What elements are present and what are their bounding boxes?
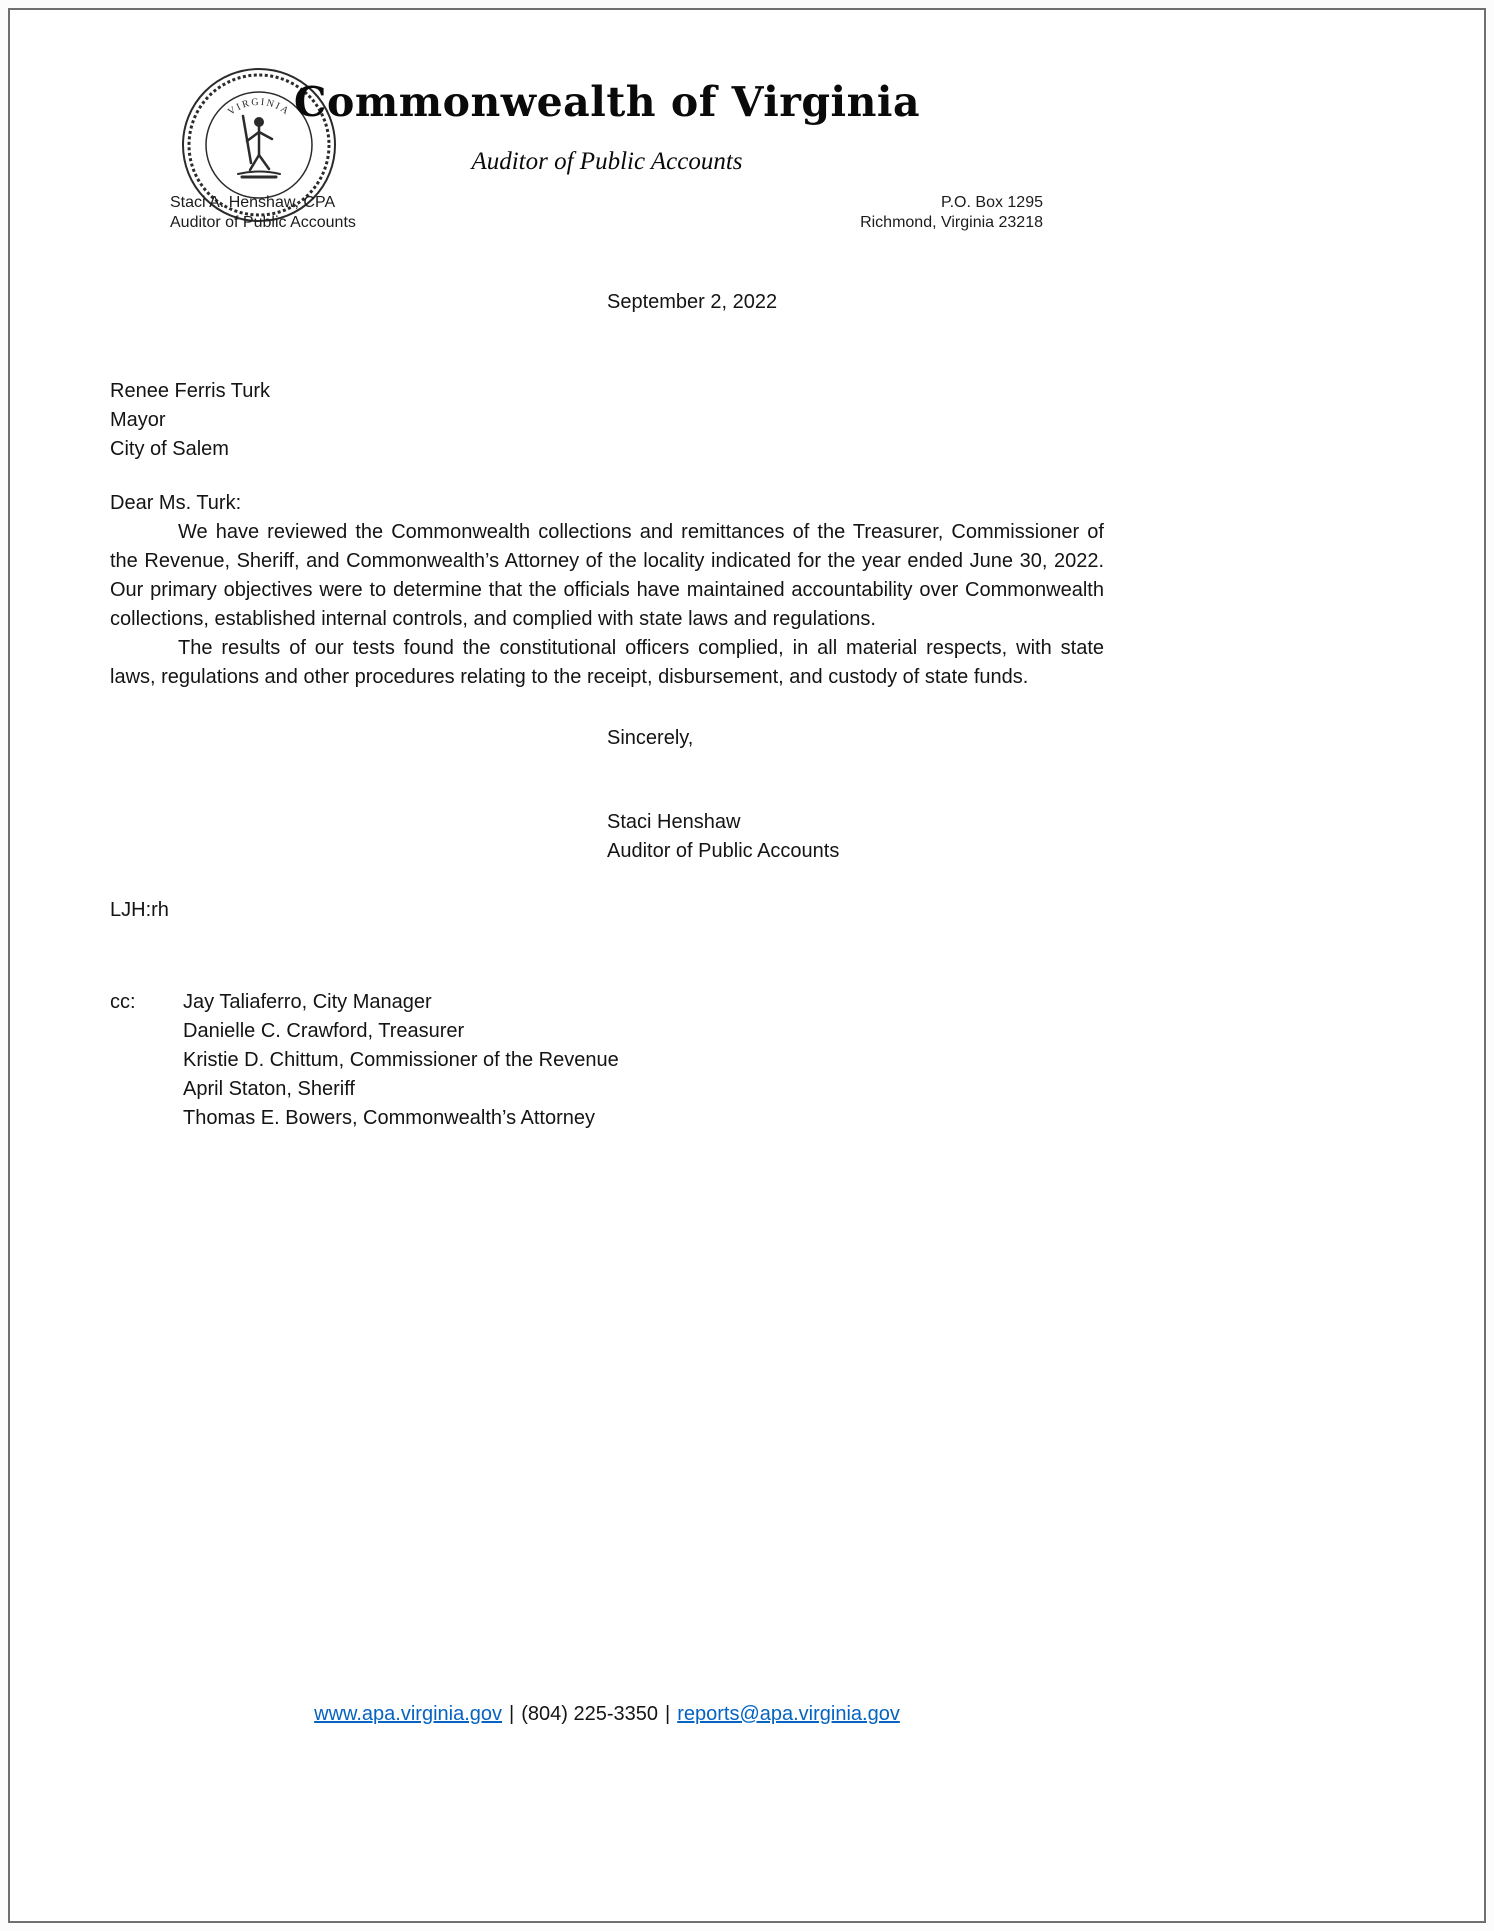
address-line-1: P.O. Box 1295 [941, 194, 1043, 211]
letterhead [10, 10, 1484, 250]
org-subtitle: Auditor of Public Accounts [471, 148, 743, 175]
signature-block [607, 808, 1104, 866]
letterhead-address-block [860, 193, 1043, 233]
recipient-title: Mayor [110, 409, 166, 431]
recipient-block [110, 377, 1104, 464]
cc-item: April Staton, Sheriff [183, 1078, 355, 1100]
body-paragraph-2: The results of our tests found the constitutional officers complied, in all material respects, with state laws, regulations and other procedures relating to the receipt, disbursement, and custody of state funds. [110, 637, 1104, 688]
page-footer [110, 1700, 1104, 1729]
cc-item: Danielle C. Crawford, Treasurer [183, 1020, 465, 1042]
body-paragraph-1: We have reviewed the Commonwealth collections and remittances of the Treasurer, Commissioner of the Revenue, Sheriff, and Commonwealth’s Attorney of the locality indicated for the year ended June 30, 2022. Our primary objectives were to determine that the officials have maintained accountability over Commonwealth collections, established internal controls, and complied with state laws and regulations. [110, 521, 1104, 630]
official-title: Auditor of Public Accounts [170, 214, 356, 231]
signer-name: Staci Henshaw [607, 811, 741, 833]
address-line-2: Richmond, Virginia 23218 [860, 214, 1043, 231]
cc-item: Jay Taliaferro, City Manager [183, 991, 432, 1013]
footer-separator: | [509, 1703, 515, 1725]
reference-initials: LJH:rh [110, 899, 169, 921]
website-link[interactable]: www.apa.virginia.gov [314, 1703, 503, 1725]
signer-title: Auditor of Public Accounts [607, 840, 840, 862]
recipient-name: Renee Ferris Turk [110, 380, 271, 402]
closing: Sincerely, [607, 727, 694, 749]
org-title: Commonwealth of Virginia [293, 78, 921, 126]
letterhead-official-block [170, 193, 356, 233]
letter-date: September 2, 2022 [607, 291, 778, 313]
cc-list [183, 988, 619, 1133]
email-link[interactable]: reports@apa.virginia.gov [677, 1703, 900, 1725]
seal-text: VIRGINIA [225, 96, 293, 118]
cc-item: Thomas E. Bowers, Commonwealth’s Attorney [183, 1107, 596, 1129]
letter-page [8, 8, 1486, 1923]
cc-label: cc: [110, 991, 136, 1013]
footer-separator: | [665, 1703, 671, 1725]
cc-item: Kristie D. Chittum, Commissioner of the Revenue [183, 1049, 619, 1071]
cc-block [110, 988, 1104, 1133]
phone-number: (804) 225-3350 [521, 1703, 658, 1725]
salutation: Dear Ms. Turk: [110, 492, 242, 514]
official-name: Staci A. Henshaw, CPA [170, 194, 336, 211]
recipient-locality: City of Salem [110, 438, 229, 460]
letter-body [110, 250, 1104, 1133]
